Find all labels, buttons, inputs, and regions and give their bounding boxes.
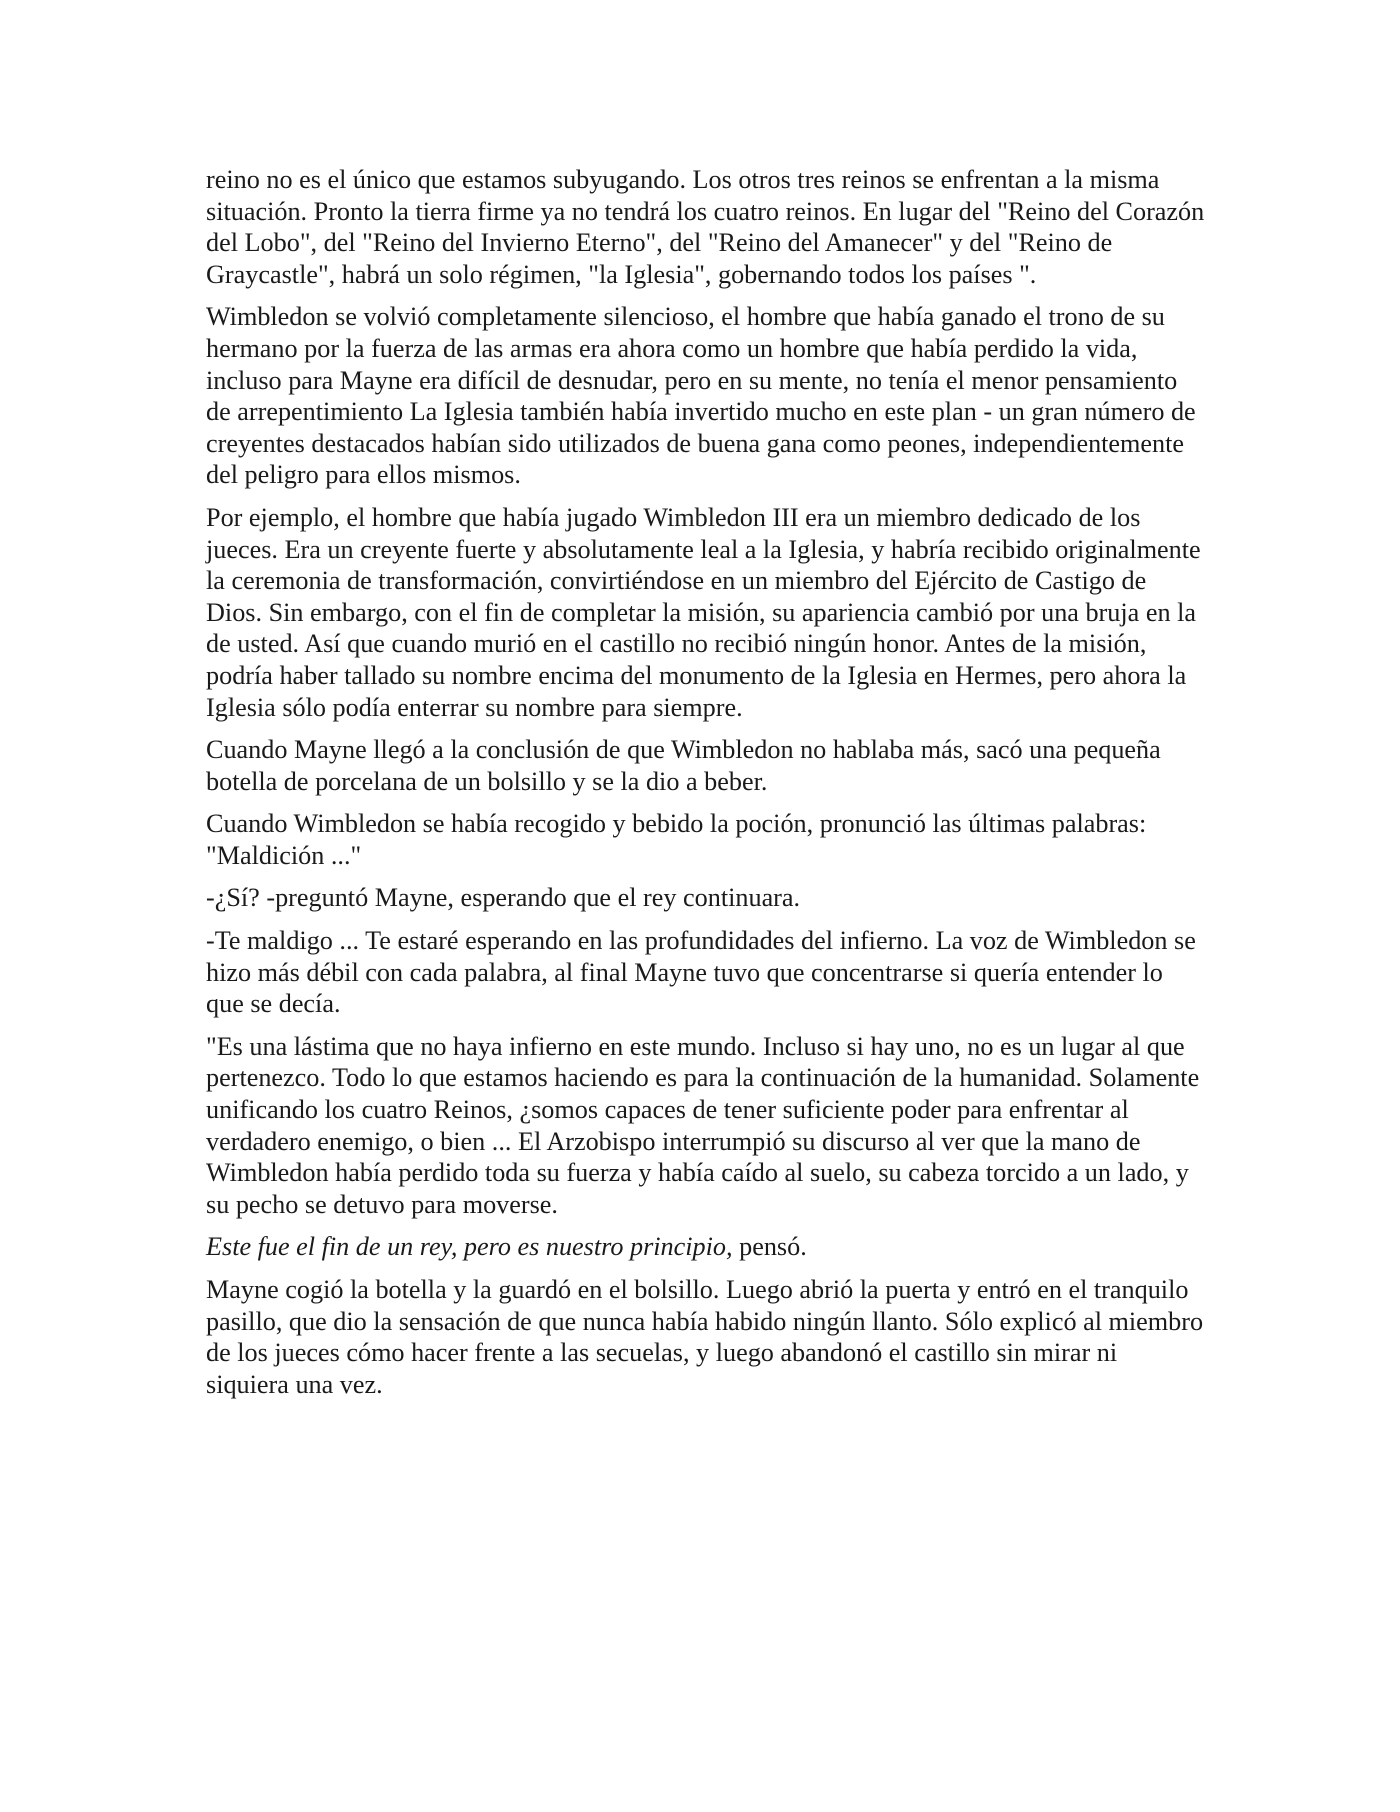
paragraph-2: Wimbledon se volvió completamente silencioso, el hombre que había ganado el trono de su hermano por la fuerza de las armas era ahora como un hombre que había perdido la vida, incluso para Mayne era difícil de desnudar, pero en su mente, no tenía el menor pensamiento de arrepentimiento La Iglesia también había invertido mucho en este plan - un gran número de creyentes destacados habían sido utilizados de buena gana como peones, independientemente del peligro para ellos mismos. (206, 302, 1196, 490)
document-body (206, 164, 1206, 1411)
paragraph-7: -Te maldigo ... Te estaré esperando en las profundidades del infierno. La voz de Wimbledon se hizo más débil con cada palabra, al final Mayne tuvo que concentrarse si quería entender lo que se decía. (206, 926, 1196, 1019)
paragraph-5: Cuando Wimbledon se había recogido y bebido la poción, pronunció las últimas palabras: "Maldición ..." (206, 809, 1147, 870)
paragraph-8: "Es una lástima que no haya infierno en este mundo. Incluso si hay uno, no es un lugar al que pertenezco. Todo lo que estamos haciendo es para la continuación de la humanidad. Solamente unificando los cuatro Reinos, ¿somos capaces de tener suficiente poder para enfrentar al verdadero enemigo, o bien ... El Arzobispo interrumpió su discurso al ver que la mano de Wimbledon había perdido toda su fuerza y había caído al suelo, su cabeza torcido a un lado, y su pecho se detuvo para moverse. (206, 1031, 1200, 1219)
paragraph-6: -¿Sí? -preguntó Mayne, esperando que el rey continuara. (206, 883, 801, 913)
paragraph-9 (206, 1231, 1206, 1263)
paragraph-10: Mayne cogió la botella y la guardó en el bolsillo. Luego abrió la puerta y entró en el tranquilo pasillo, que dio la sensación de que nunca había habido ningún llanto. Sólo explicó al miembro de los jueces cómo hacer frente a las secuelas, y luego abandonó el castillo sin mirar ni siquiera una vez. (206, 1275, 1204, 1399)
italic-thought: Este fue el fin de un rey, pero es nuestro principio, (206, 1232, 733, 1262)
paragraph-3: Por ejemplo, el hombre que había jugado Wimbledon III era un miembro dedicado de los jueces. Era un creyente fuerte y absolutamente leal a la Iglesia, y habría recibido originalmente la ceremonia de transformación, convirtiéndose en un miembro del Ejército de Castigo de Dios. Sin embargo, con el fin de completar la misión, su apariencia cambió por una bruja en la de usted. Así que cuando murió en el castillo no recibió ningún honor. Antes de la misión, podría haber tallado su nombre encima del monumento de la Iglesia en Hermes, pero ahora la Iglesia sólo podía enterrar su nombre para siempre. (206, 502, 1201, 722)
paragraph-4: Cuando Mayne llegó a la conclusión de que Wimbledon no hablaba más, sacó una pequeña botella de porcelana de un bolsillo y se la dio a beber. (206, 735, 1161, 796)
paragraph-1: reino no es el único que estamos subyugando. Los otros tres reinos se enfrentan a la misma situación. Pronto la tierra firme ya no tendrá los cuatro reinos. En lugar del "Reino del Corazón del Lobo", del "Reino del Invierno Eterno", del "Reino del Amanecer" y del "Reino de Graycastle", habrá un solo régimen, "la Iglesia", gobernando todos los países ". (206, 165, 1205, 289)
thought-attribution: pensó. (732, 1232, 807, 1262)
